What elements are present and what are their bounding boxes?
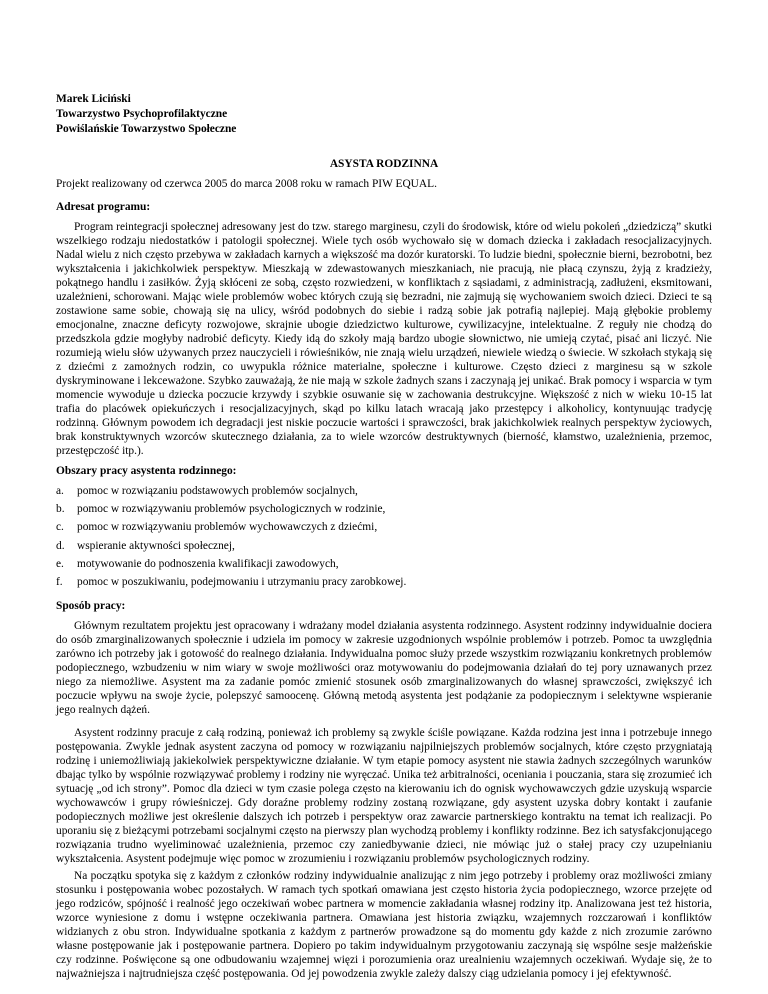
paragraph-sposob-1: Głównym rezultatem projektu jest opracowany i wdrażany model działania asystenta rodzinnego. Asystent rodzinny indywidualnie dociera do osób zmarginalizowanych społecznie i udziela im pomocy w zakresie uzgodnionych wspólnie problemów i potrzeb. Pomoc ta uwzględnia zarówno ich potrzeby jak i gotowość do realnego działania. Indywidualna pomoc służy przede wszystkim rozwiązaniu konkretnych problemów podopiecznego, wzbudzeniu w nim wiary w swoje możliwości oraz motywowaniu do podejmowania działań do tej pory uznawanych przez niego za niemożliwe. Asystent ma za zadanie pomóc zmienić stosunek osób zmarginalizowanych do własnej sprawczości, zwiększyć ich poczucie wpływu na swoje życie, polepszyć samoocenę. Główną metodą asystenta jest podążanie za podopiecznym i selektywne wspieranie jego realnych dążeń. [56, 620, 712, 717]
list-marker: b. [56, 503, 65, 516]
paragraph-sposob-2: Asystent rodzinny pracuje z całą rodziną, ponieważ ich problemy są zwykle ściśle powiązane. Każda rodzina jest inna i potrzebuje innego postępowania. Zwykle jednak asystent zaczyna od pomocy w rozwiązaniu najpilniejszych problemów socjalnych, które często przygniatają rodzinę i uniemożliwiają jakiekolwiek perspektywiczne działanie. W tym etapie pomocy asystent nie stawia żadnych szczególnych warunków dbając tylko by wspólnie rozwiązywać problemy i rodziny nie wyręczać. Unika też arbitralności, oceniania i pouczania, stara się zrozumieć ich sytuację „od ich strony”. Pomoc dla dzieci w tym czasie polega często na kierowaniu ich do ognisk wychowawczych gdzie uzyskują wsparcie wychowawców i grupy rówieśniczej. Gdy doraźne problemy rodziny zostaną rozwiązane, gdy asystent uzyska dobry kontakt i zaufanie podopiecznych możliwe jest określenie dalszych ich potrzeb i perspektyw oraz zawarcie partnerskiego kontraktu na temat ich realizacji. Po uporaniu się z bieżącymi potrzebami socjalnymi często na pierwszy plan wychodzą problemy i konflikty rodzinne. Bez ich satysfakcjonującego rozwiązania trudno wyeliminować uzależnienia, przemoc czy zaniedbywanie dzieci, nie mówiąc już o stałej pracy czy uzupełnianiu wykształcenia. Asystent podejmuje więc pomoc w zrozumieniu i rozwiązaniu problemów psychologicznych rodziny. [56, 727, 713, 866]
list-item-text: wspieranie aktywności społecznej, [77, 539, 235, 552]
list-item [56, 575, 712, 590]
list-item [56, 484, 712, 499]
list-item-text: pomoc w rozwiązywaniu problemów psychologicznych w rodzinie, [77, 503, 386, 516]
section-heading-obszary: Obszary pracy asystenta rodzinnego: [56, 465, 237, 477]
list-marker: f. [56, 576, 63, 589]
list-marker: e. [56, 557, 64, 570]
section-heading-adresat: Adresat programu: [56, 201, 151, 213]
paragraph-adresat: Program reintegracji społecznej adresowany jest do tzw. starego marginesu, czyli do środowisk, które od wielu pokoleń „dziedziczą” skutki wszelkiego rodzaju niedostatków i patologii społecznej. Wiele tych osób wychowało się w domach dziecka i zakładach resocjalizacyjnych. Nadal wielu z nich często przebywa w zakładach karnych a większość ma dozór kuratorski. To ludzie biedni, społecznie bierni, bezrobotni, bez wykształcenia i jakichkolwiek perspektyw. Mieszkają w zdewastowanych mieszkaniach, nie pracują, nie płacą czynszu, żyją z kradzieży, pokątnego handlu i zasiłków. Żyją skłóceni ze sobą, często rozwiedzeni, w konfliktach z sąsiadami, z administracją, zadłużeni, eksmitowani, uzależnieni, schorowani. Mając wiele problemów wobec których czują się bezradni, nie zajmują się wychowaniem swoich dzieci. Dzieci te są zostawione same sobie, chowają się na ulicy, wśród podobnych do siebie i radzą sobie jak potrafią najlepiej. Mają głębokie problemy emocjonalne, znaczne deficyty rozwojowe, skrajnie ubogie dziedzictwo kulturowe, cywilizacyjne, intelektualne. Z reguły nie chodzą do przedszkola gdzie mogłyby nadrobić deficyty. Kiedy idą do szkoły mają bardzo ubogie słownictwo, nie umieją czytać, pisać ani liczyć. Nie rozumieją wielu słów używanych przez nauczycieli i rówieśników, nie znają wielu urządzeń, niewiele wiedzą o świecie. W szkołach stykają się z dziećmi z zamożnych rodzin, co uwypukla różnice materialne, społeczne i kulturowe. Często dzieci z marginesu są w szkole dyskryminowane i lekceważone. Szybko zauważają, że nie mają w szkole żadnych szans i zaczynają jej unikać. Brak pomocy i wsparcia w tym momencie wywoduje u dziecka poczucie krzywdy i szybkie osuwanie się w zachowania destrukcyjne. Większość z nich w wieku 10-15 lat trafia do placówek opiekuńczych i resocjalizacyjnych, skąd po kilku latach wracają jako przestępcy i alkoholicy, kontynuując tradycję rodzinną. Głównym powodem ich degradacji jest niskie poczucie wartości i sprawczości, brak jakichkolwiek realnych perspektyw życiowych, brak konstruktywnych wzorców skutecznego działania, za to wiele wzorców destruktywnych (bierność, kłamstwo, uzależnienia, przemoc, przestępczość itp.). [56, 221, 712, 457]
document-title: ASYSTA RODZINNA [329, 158, 439, 170]
author-name: Marek Liciński [56, 93, 131, 105]
list-item [56, 557, 712, 572]
organization-1: Towarzystwo Psychoprofilaktyczne [56, 108, 228, 120]
author-block [56, 92, 712, 137]
section-heading-sposob: Sposób pracy: [56, 600, 126, 613]
list-item [56, 502, 712, 517]
list-item-text: motywowanie do podnoszenia kwalifikacji zawodowych, [77, 557, 339, 570]
list-item-text: pomoc w rozwiązaniu podstawowych problemów socjalnych, [77, 485, 358, 497]
paragraph-sposob-3: Na początku spotyka się z każdym z członków rodziny indywidualnie analizując z nim jego potrzeby i problemy oraz możliwości zmiany stosunku i postępowania wobec pozostałych. W ramach tych spotkań omawiana jest często historia życia podopiecznego, wzorce przejęte od jego rodziców, spójność i realność jego oczekiwań wobec partnera w momencie zakładania własnej rodziny itp. Analizowana jest też historia, wzorce wyniesione z domu i wstępne oczekiwania partnera. Omawiana jest historia związku, wzajemnych rozczarowań i konfliktów widzianych z obu stron. Indywidualne spotkania z każdym z partnerów prowadzone są do momentu gdy każde z nich zrozumie zarówno własne postępowanie jak i postępowanie partnera. Dopiero po takim indywidualnym przygotowaniu zaczynają się wspólne sesje małżeńskie czy rodzinne. Poświęcone są one odbudowaniu wzajemnej więzi i porozumienia oraz urealnieniu wzajemnych oczekiwań. Wydaje się, że to najważniejsza i najtrudniejsza część postępowania. Od jej powodzenia zwykle zależy dalszy ciąg udzielania pomocy i jej efektywność. [56, 870, 712, 981]
list-item [56, 520, 712, 535]
areas-list [56, 484, 712, 590]
list-item-text: pomoc w poszukiwaniu, podejmowaniu i utrzymaniu pracy zarobkowej. [77, 576, 407, 589]
intro-line: Projekt realizowany od czerwca 2005 do marca 2008 roku w ramach PIW EQUAL. [56, 178, 437, 190]
list-marker: a. [56, 485, 64, 497]
list-item-text: pomoc w rozwiązywaniu problemów wychowawczych z dziećmi, [77, 521, 378, 534]
list-item [56, 539, 712, 554]
list-marker: c. [56, 521, 64, 534]
organization-2: Powiślańskie Towarzystwo Społeczne [56, 123, 237, 135]
list-marker: d. [56, 539, 65, 552]
